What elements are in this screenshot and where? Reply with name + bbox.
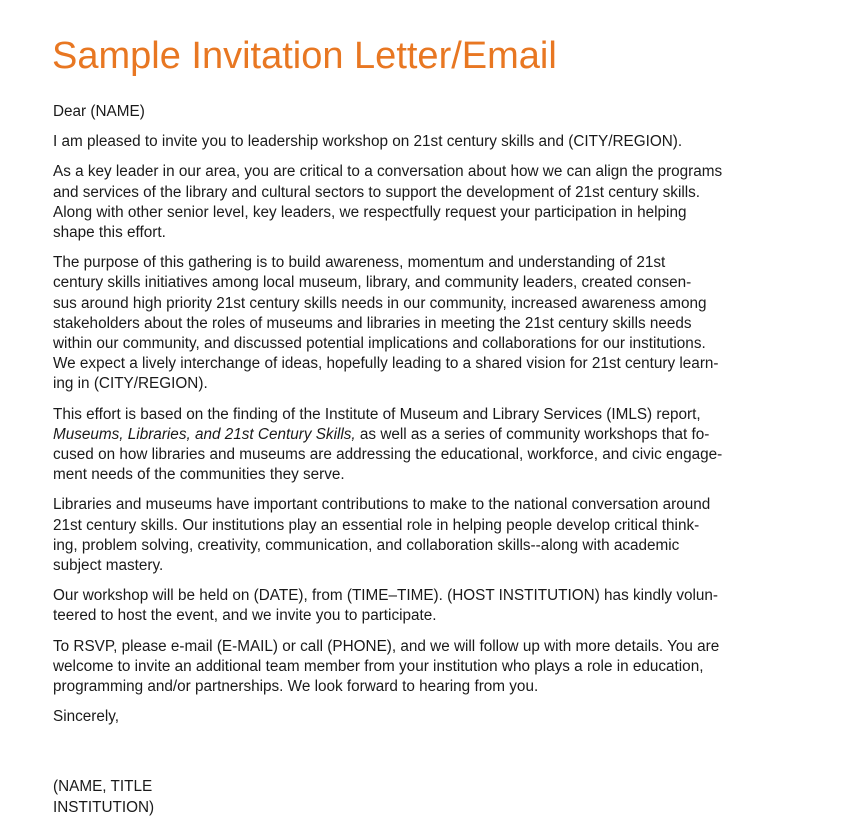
paragraph-line: shape this effort. <box>53 224 166 242</box>
signature-name-title: (NAME, TITLE <box>53 778 153 796</box>
paragraph-line: Libraries and museums have important contributions to make to the national conversation around <box>53 496 711 514</box>
paragraph-line: As a key leader in our area, you are critical to a conversation about how we can align the programs <box>53 163 723 181</box>
signature-institution: INSTITUTION) <box>53 798 155 816</box>
paragraph-line: stakeholders about the roles of museums and libraries in meeting the 21st century skills needs <box>53 314 692 332</box>
page-title: Sample Invitation Letter/Email <box>52 35 557 77</box>
paragraph-workshop-details <box>53 586 783 626</box>
report-title: Museums, Libraries, and 21st Century Skills, <box>53 425 356 443</box>
closing-line: Sincerely, <box>53 708 120 726</box>
paragraph-line: I am pleased to invite you to leadership workshop on 21st century skills and (CITY/REGION). <box>53 133 683 151</box>
paragraph-line <box>53 425 783 445</box>
paragraph-line: welcome to invite an additional team member from your institution who plays a role in education, <box>53 657 704 675</box>
paragraph-line: The purpose of this gathering is to build awareness, momentum and understanding of 21st <box>53 254 666 272</box>
paragraph-line: programming and/or partnerships. We look forward to hearing from you. <box>53 678 539 696</box>
paragraph-imls-report <box>53 405 783 486</box>
paragraph-contributions <box>53 495 783 576</box>
paragraph-line: and services of the library and cultural sectors to support the development of 21st century skills. <box>53 183 701 201</box>
paragraph-line: sus around high priority 21st century skills needs in our community, increased awareness among <box>53 294 707 312</box>
paragraph-line: subject mastery. <box>53 557 164 575</box>
paragraph-line: ing in (CITY/REGION). <box>53 375 208 393</box>
paragraph-line-rest: as well as a series of community workshops that fo- <box>355 425 710 443</box>
paragraph-purpose <box>53 253 783 394</box>
letter-body <box>53 102 783 818</box>
paragraph-line: Along with other senior level, key leaders, we respectfully request your participation in helping <box>53 203 687 221</box>
paragraph-line: 21st century skills. Our institutions play an essential role in helping people develop critical think- <box>53 516 700 534</box>
paragraph-line: ing, problem solving, creativity, communication, and collaboration skills--along with academic <box>53 536 680 554</box>
paragraph-line: ment needs of the communities they serve. <box>53 466 345 484</box>
paragraph-line: We expect a lively interchange of ideas, hopefully leading to a shared vision for 21st century learn- <box>53 355 719 373</box>
salutation <box>53 102 783 122</box>
paragraph-line: century skills initiatives among local museum, library, and community leaders, created consen- <box>53 274 692 292</box>
paragraph-line: To RSVP, please e-mail (E-MAIL) or call (PHONE), and we will follow up with more details. You are <box>53 637 720 655</box>
paragraph-line: Our workshop will be held on (DATE), from (TIME–TIME). (HOST INSTITUTION) has kindly volun- <box>53 587 718 605</box>
signature-space <box>53 737 783 777</box>
paragraph-line: cused on how libraries and museums are addressing the educational, workforce, and civic engage- <box>53 446 723 464</box>
signature-block <box>53 777 783 817</box>
paragraph-line: This effort is based on the finding of the Institute of Museum and Library Services (IMLS) report, <box>53 405 701 423</box>
paragraph-invite <box>53 132 783 152</box>
salutation-line: Dear (NAME) <box>53 103 145 120</box>
paragraph-line: teered to host the event, and we invite you to participate. <box>53 607 437 625</box>
paragraph-line: within our community, and discussed potential implications and collaborations for our institutions. <box>53 335 706 353</box>
paragraph-key-leader <box>53 162 783 243</box>
paragraph-rsvp <box>53 637 783 698</box>
closing <box>53 707 783 727</box>
